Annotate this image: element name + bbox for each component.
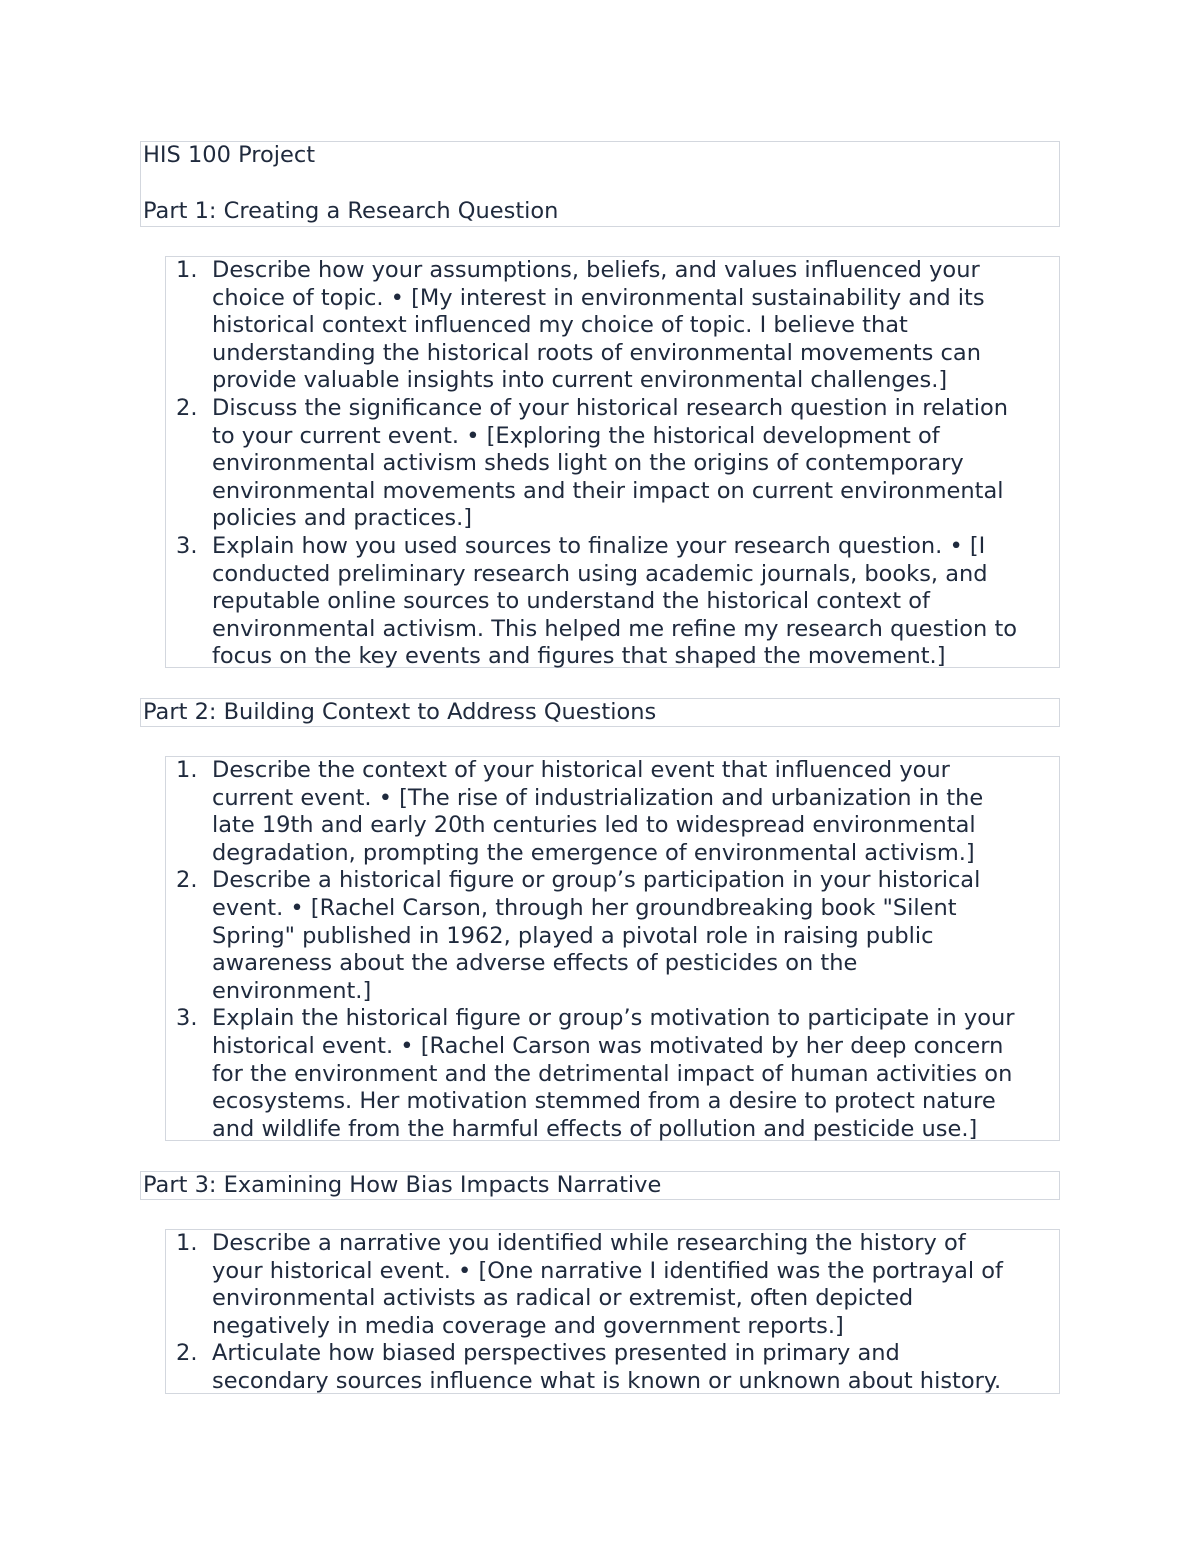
part2-title: Part 2: Building Context to Address Questions [143,699,657,725]
part3-title-box [140,1171,1060,1200]
list-item [166,1230,1059,1340]
list-item [166,257,1059,395]
list-item [166,533,1059,671]
item-text: Describe a narrative you identified while researching the history of your historical event. • [One narrative I identified was the portrayal of environmental activists as radical or extremist, often depicted negatively in media coverage and government reports.] [212,1230,1003,1339]
list-item [166,757,1059,867]
part1-title: Part 1: Creating a Research Question [143,198,559,224]
part3-question-list [165,1229,1060,1394]
item-text: Explain how you used sources to finalize your research question. • [I conducted preliminary research using academic journals, books, and reputable online sources to understand the historical context of environmental activism. This helped me refine my research question to focus on the key events and figures that shaped the movement.] [212,532,1018,670]
list-item [166,1005,1059,1143]
item-number: 3. [176,532,198,559]
item-text: Describe how your assumptions, beliefs, and values influenced your choice of topic. • [My interest in environmental sustainability and its historical context influenced my choice of topic. I believe that understanding the historical roots of environmental movements can provide valuable insights into current environmental challenges.] [212,257,985,394]
item-number: 1. [176,757,198,783]
part2-question-list [165,756,1060,1141]
item-text: Explain the historical figure or group’s motivation to participate in your historical event. • [Rachel Carson was motivated by her deep concern for the environment and the detrimental impact of human activities on ecosystems. Her motivation stemmed from a desire to protect nature and wildlife from the harmful effects of pollution and pesticide use.] [212,1005,1015,1142]
document-title: HIS 100 Project [143,142,316,168]
item-number: 1. [176,1230,198,1256]
part2-title-box [140,698,1060,727]
item-number: 2. [176,394,198,421]
item-number: 2. [176,867,198,894]
item-text: Describe a historical figure or group’s participation in your historical event. • [Rachel Carson, through her groundbreaking book "Silent Spring" published in 1962, played a pivotal role in raising public awareness about the adverse effects of pesticides on the environment.] [212,867,981,1004]
header-box [140,141,1060,227]
part1-question-list [165,256,1060,668]
item-text: Discuss the significance of your historical research question in relation to your current event. • [Exploring the historical development of environmental activism sheds light on the origins of contemporary environmental movements and their impact on current environmental policies and practices.] [212,394,1009,532]
list-item [166,395,1059,533]
list-item [166,1340,1059,1395]
item-text: Describe the context of your historical event that influenced your current event. • [The rise of industrialization and urbanization in the late 19th and early 20th centuries led to widespread environmental degradation, prompting the emergence of environmental activism.] [212,757,984,866]
list-item [166,867,1059,1005]
item-text: Articulate how biased perspectives presented in primary and secondary sources influence what is known or unknown about history. [212,1340,1002,1394]
item-number: 1. [176,257,198,283]
part3-title: Part 3: Examining How Bias Impacts Narrative [143,1172,662,1198]
item-number: 3. [176,1005,198,1032]
item-number: 2. [176,1340,198,1367]
